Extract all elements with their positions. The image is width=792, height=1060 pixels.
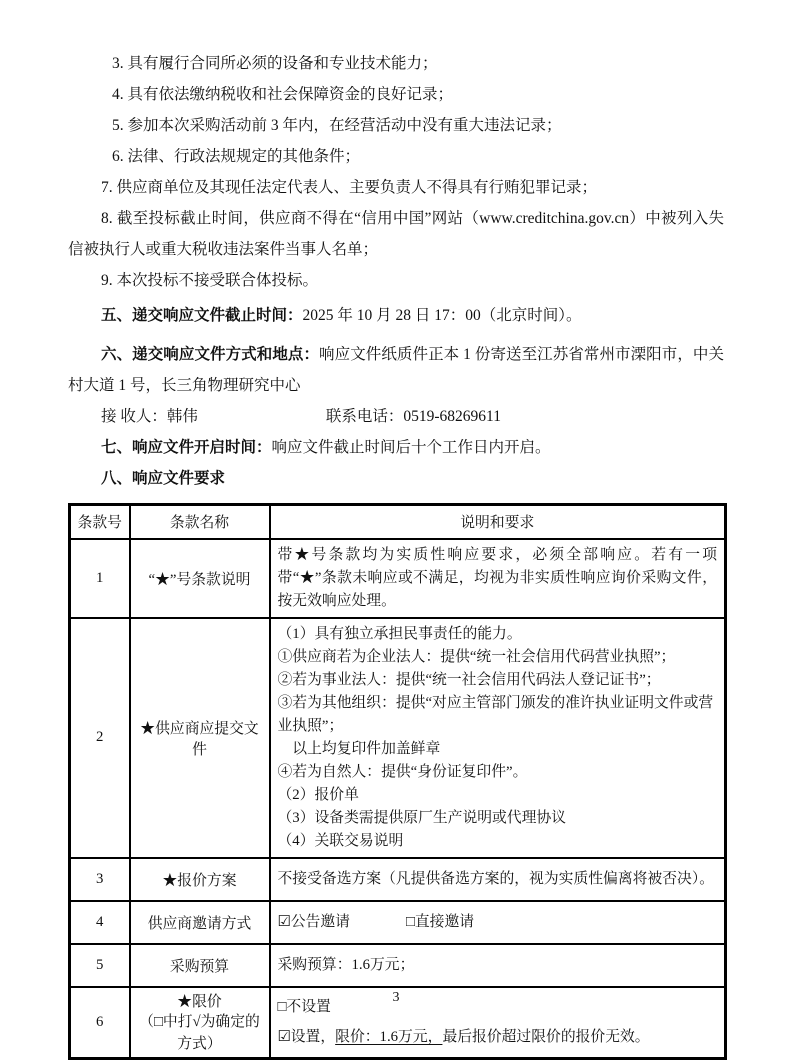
section-deadline-label: 五、递交响应文件截止时间： xyxy=(101,307,303,324)
desc-line: ④若为自然人：提供“身份证复印件”。 xyxy=(277,763,528,780)
section-opening-content: 响应文件截止时间后十个工作日内开启。 xyxy=(271,439,551,456)
header-description: 说明和要求 xyxy=(270,505,726,539)
list-item-7: 7. 供应商单位及其现任法定代表人、主要负责人不得具有行贿犯罪记录； xyxy=(101,179,598,196)
clause-description: 带★号条款均为实质性响应要求，必须全部响应。若有一项带“★”条款未响应或不满足，均视为非实质性响应询价采购文件，按无效响应处理。 xyxy=(270,539,726,618)
checkbox-no-limit-unchecked: □不设置 xyxy=(277,998,331,1015)
list-item-4: 4. 具有依法缴纳税收和社会保障资金的良好记录； xyxy=(112,86,454,103)
clause-description xyxy=(270,901,726,944)
clause-name: ★报价方案 xyxy=(130,858,270,901)
desc-line: （3）设备类需提供原厂生产说明或代理协议 xyxy=(277,809,567,826)
page-number: 3 xyxy=(392,990,400,1005)
section-delivery-content: 响应文件纸质件正本 1 份寄送至江苏省常州市溧阳市，中关村大道 1 号，长三角物理研究中心 xyxy=(68,346,724,394)
table-row-4 xyxy=(70,901,726,944)
header-clause-name: 条款名称 xyxy=(130,505,270,539)
clause-name-line: （□中打√为确定的方式） xyxy=(139,1013,260,1052)
clause-name: ★供应商应提交文件 xyxy=(130,618,270,858)
checkbox-set-limit-checked: ☑设置， xyxy=(277,1028,336,1045)
contact-phone: 联系电话：0519-68269611 xyxy=(325,408,501,425)
requirements-table xyxy=(68,503,727,1060)
list-item-3: 3. 具有履行合同所必须的设备和专业技术能力； xyxy=(112,55,438,72)
limit-price-line xyxy=(278,1026,718,1049)
contact-receiver: 接 收人：韩伟 xyxy=(101,408,198,425)
clause-description xyxy=(270,618,726,858)
list-item-8: 8. 截至投标截止时间，供应商不得在“信用中国”网站（www.creditchina.gov.cn）中被列入失信被执行人或重大税收违法案件当事人名单； xyxy=(68,210,724,258)
limit-price-suffix: 最后报价超过限价的报价无效。 xyxy=(442,1028,650,1045)
table-row-1 xyxy=(70,539,726,618)
desc-line: ①供应商若为企业法人：提供“统一社会信用代码营业执照”； xyxy=(277,648,676,665)
clause-description: 采购预算：1.6万元； xyxy=(270,944,726,987)
table-row-2 xyxy=(70,618,726,858)
desc-line: （2）报价单 xyxy=(277,786,359,803)
checkbox-public-invite-checked: ☑公告邀请 xyxy=(277,913,350,930)
header-clause-no: 条款号 xyxy=(70,505,130,539)
section-opening-label: 七、响应文件开启时间： xyxy=(101,439,272,456)
desc-line: （4）关联交易说明 xyxy=(277,832,404,849)
contact-line xyxy=(68,401,724,432)
checkbox-direct-invite-unchecked: □直接邀请 xyxy=(405,913,475,930)
table-row-5 xyxy=(70,944,726,987)
desc-line: 以上均复印件加盖鲜章 xyxy=(277,740,441,757)
desc-line: ③若为其他组织：提供“对应主管部门颁发的准许执业证明文件或营业执照”； xyxy=(277,694,714,734)
section-delivery-label: 六、递交响应文件方式和地点： xyxy=(101,346,320,363)
table-header-row xyxy=(70,505,726,539)
list-item-5: 5. 参加本次采购活动前 3 年内，在经营活动中没有重大违法记录； xyxy=(112,117,562,134)
clause-no: 3 xyxy=(70,858,130,901)
section-delivery xyxy=(68,339,724,401)
desc-line: （1）具有独立承担民事责任的能力。 xyxy=(277,625,522,642)
limit-price-underlined: 限价：1.6万元， xyxy=(335,1028,443,1045)
clause-name: 采购预算 xyxy=(130,944,270,987)
table-row-3 xyxy=(70,858,726,901)
clause-name: “★”号条款说明 xyxy=(130,539,270,618)
clause-no: 1 xyxy=(70,539,130,618)
clause-no: 2 xyxy=(70,618,130,858)
clause-no: 5 xyxy=(70,944,130,987)
section-requirements-label: 八、响应文件要求 xyxy=(101,470,226,487)
section-requirements xyxy=(68,463,724,494)
clause-name: 供应商邀请方式 xyxy=(130,901,270,944)
list-item-6: 6. 法律、行政法规规定的其他条件； xyxy=(112,148,361,165)
section-opening xyxy=(68,432,724,463)
section-deadline xyxy=(68,300,724,331)
section-deadline-content: 2025 年 10 月 28 日 17：00（北京时间）。 xyxy=(302,307,582,324)
desc-line: ②若为事业法人：提供“统一社会信用代码法人登记证书”； xyxy=(277,671,661,688)
clause-no: 6 xyxy=(70,987,130,1059)
clause-name-line: ★限价 xyxy=(177,993,222,1010)
clause-description: 不接受备选方案（凡提供备选方案的，视为实质性偏离将被否决）。 xyxy=(270,858,726,901)
list-item-9: 9. 本次投标不接受联合体投标。 xyxy=(101,272,319,289)
clause-no: 4 xyxy=(70,901,130,944)
